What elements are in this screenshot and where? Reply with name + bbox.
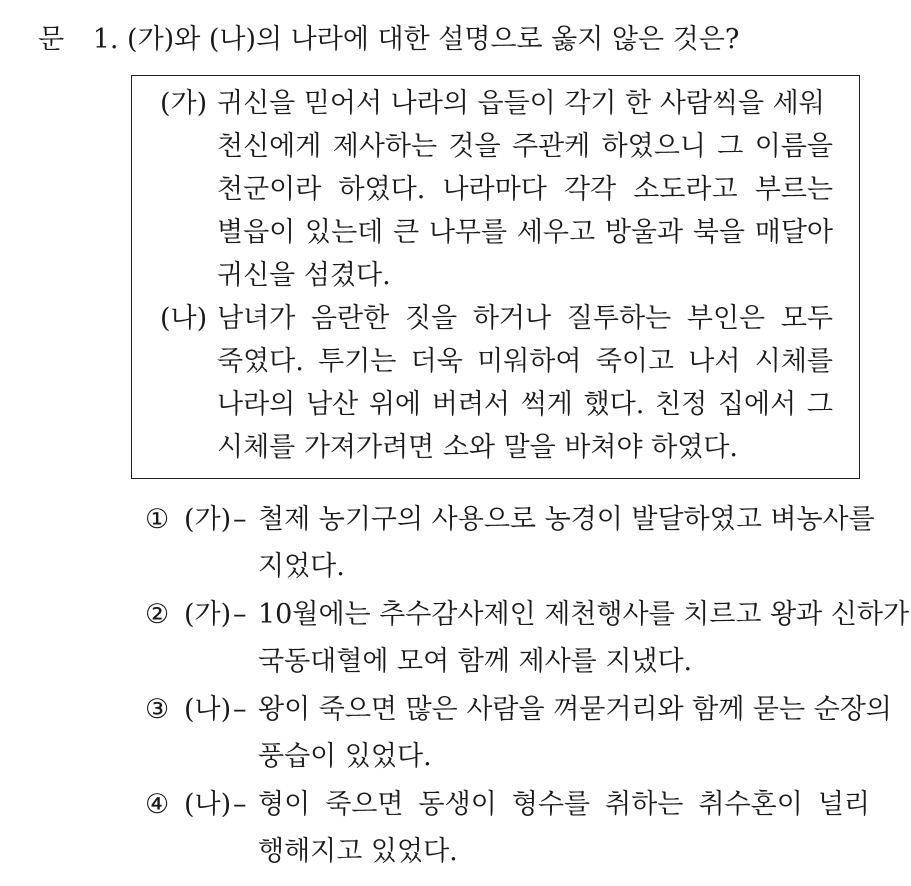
passage-ga-line-4: 별읍이 있는데 큰 나무를 세우고 방울과 북을 매달아 [217, 217, 833, 248]
choice-1-dash: – [233, 504, 247, 535]
choice-2-dash: – [233, 599, 247, 630]
choice-2-symbol[interactable]: ② [145, 599, 170, 630]
choice-3-line-2[interactable]: 풍습이 있었다. [258, 741, 432, 772]
choice-3-dash: – [233, 694, 247, 725]
passage-na-line-3: 나라의 남산 위에 버려서 썩게 했다. 친정 집에서 그 [217, 389, 833, 420]
choice-1-target: (가) [184, 504, 232, 535]
choice-4-line-2[interactable]: 행해지고 있었다. [258, 836, 458, 867]
passage-ga-line-3: 천군이라 하였다. 나라마다 각각 소도라고 부르는 [217, 174, 833, 205]
choice-2-line-2[interactable]: 국동대혈에 모여 함께 제사를 지냈다. [258, 646, 693, 677]
choice-1-line-1[interactable]: 철제 농기구의 사용으로 농경이 발달하였고 벼농사를 [258, 504, 875, 535]
choice-4-dash: – [233, 789, 247, 820]
passage-na-line-1: 남녀가 음란한 짓을 하거나 질투하는 부인은 모두 [217, 303, 833, 334]
choice-1-symbol[interactable]: ① [145, 504, 170, 535]
choice-3-symbol[interactable]: ③ [145, 694, 170, 725]
choice-1-line-2[interactable]: 지었다. [258, 551, 345, 582]
question-text: (가)와 (나)의 나라에 대한 설명으로 옳지 않은 것은? [127, 24, 740, 55]
passage-ga-line [217, 84, 833, 124]
passage-na-line-4: 시체를 가져가려면 소와 말을 바쳐야 하였다. [217, 432, 738, 463]
choice-4-line-1[interactable]: 형이 죽으면 동생이 형수를 취하는 취수혼이 널리 [258, 789, 870, 820]
choice-4-target: (나) [184, 789, 232, 820]
choice-3-line-1[interactable]: 왕이 죽으면 많은 사람을 껴묻거리와 함께 묻는 순장의 [258, 694, 892, 725]
choice-4-symbol[interactable]: ④ [145, 789, 170, 820]
passage-ga-line-5: 귀신을 섬겼다. [217, 260, 391, 291]
question-heading [38, 20, 739, 60]
choice-3-target: (나) [184, 694, 232, 725]
question-label: 문 [38, 24, 65, 55]
choice-2-target: (가) [184, 599, 232, 630]
question-number: 1. [92, 24, 119, 55]
passage-na-marker: (나) [160, 303, 208, 334]
passage-ga-line-2: 천신에게 제사하는 것을 주관케 하였으니 그 이름을 [217, 131, 833, 162]
passage-ga-marker: (가) [160, 88, 208, 119]
choice-2-line-1[interactable]: 10월에는 추수감사제인 제천행사를 치르고 왕과 신하가 [258, 599, 910, 630]
passage-ga-line-1: 귀신을 믿어서 나라의 읍들이 각기 한 사람씩을 세워 [217, 88, 825, 119]
passage-na-line-2: 죽였다. 투기는 더욱 미워하여 죽이고 나서 시체를 [217, 346, 833, 377]
